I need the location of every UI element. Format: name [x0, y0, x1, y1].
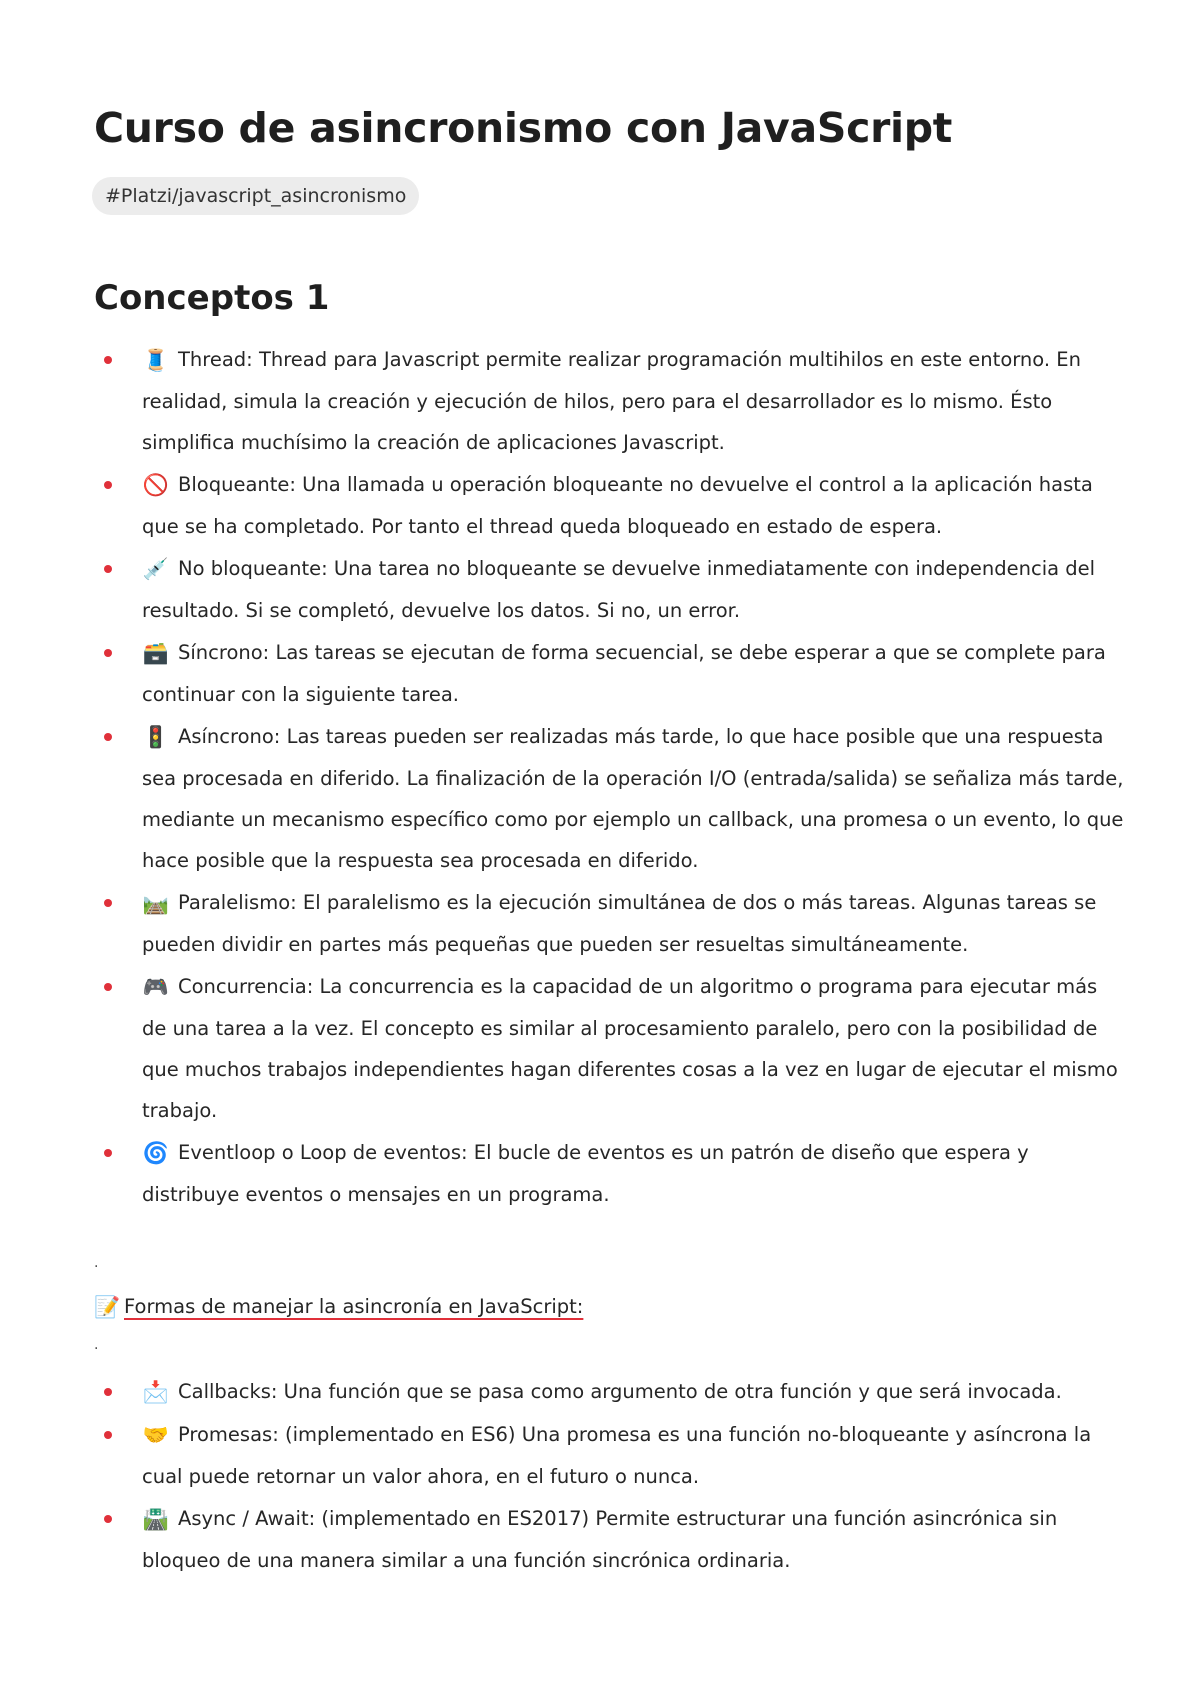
bullet-dot-icon: [104, 565, 112, 573]
asynchrony-link[interactable]: [94, 1292, 583, 1322]
list-item-text: Callbacks: Una función que se pasa como argumento de otra función y que será invocada.: [178, 1380, 1062, 1403]
bullet-dot-icon: [104, 1515, 112, 1523]
handshake-icon: 🤝: [142, 1423, 170, 1447]
bullet-dot-icon: [104, 983, 112, 991]
list-item: [94, 1371, 1124, 1413]
bullet-dot-icon: [104, 733, 112, 741]
list-item-text: Síncrono: Las tareas se ejecutan de forma secuencial, se debe esperar a que se complete para continuar con la siguiente tarea.: [142, 641, 1106, 706]
bullet-dot-icon: [104, 1149, 112, 1157]
section-heading-conceptos: Conceptos 1: [94, 278, 330, 318]
prohibited-icon: 🚫: [142, 473, 170, 497]
memo-icon: 📝: [94, 1295, 121, 1319]
list-item-text: Thread: Thread para Javascript permite realizar programación multihilos en este entorno. En realidad, simula la creación y ejecución de hilos, pero para el desarrollador es lo mismo. Ésto simplifica muchísimo la creación de aplicaciones Javascript.: [142, 348, 1081, 454]
bullet-dot-icon: [104, 356, 112, 364]
list-item-text: Bloqueante: Una llamada u operación bloqueante no devuelve el control a la aplicación hasta que se ha completado. Por tanto el thread queda bloqueado en estado de espera.: [142, 473, 1093, 538]
async-methods-list: [94, 1371, 1124, 1582]
cyclone-icon: 🌀: [142, 1141, 170, 1165]
list-item: [94, 716, 1124, 881]
traffic-light-icon: 🚦: [142, 725, 170, 749]
dot-separator: .: [94, 1255, 99, 1271]
asynchrony-link-text[interactable]: Formas de manejar la asincronía en JavaScript:: [124, 1295, 584, 1318]
list-item-text: Eventloop o Loop de eventos: El bucle de eventos es un patrón de diseño que espera y distribuye eventos o mensajes en un programa.: [142, 1141, 1029, 1206]
bullet-dot-icon: [104, 649, 112, 657]
bullet-dot-icon: [104, 481, 112, 489]
tag-badge[interactable]: #Platzi/javascript_asincronismo: [92, 177, 419, 215]
list-item: [94, 464, 1124, 547]
list-item-text: Asíncrono: Las tareas pueden ser realizadas más tarde, lo que hace posible que una respuesta sea procesada en diferido. La finalización de la operación I/O (entrada/salida) se señaliza más tarde, mediante un mecanismo específico como por ejemplo un callback, una promesa o un evento, lo que hace posible que la respuesta sea procesada en diferido.: [142, 725, 1124, 872]
list-item: [94, 339, 1124, 463]
game-controller-icon: 🎮: [142, 975, 170, 999]
bullet-dot-icon: [104, 1388, 112, 1396]
list-item-text: Concurrencia: La concurrencia es la capacidad de un algoritmo o programa para ejecutar más de una tarea a la vez. El concepto es similar al procesamiento paralelo, pero con la posibilidad de que muchos trabajos independientes hagan diferentes cosas a la vez en lugar de ejecutar el mismo trabajo.: [142, 975, 1118, 1122]
bullet-dot-icon: [104, 1431, 112, 1439]
list-item: [94, 882, 1124, 965]
list-item-text: No bloqueante: Una tarea no bloqueante se devuelve inmediatamente con independencia del resultado. Si se completó, devuelve los datos. Si no, un error.: [142, 557, 1096, 622]
thread-spool-icon: 🧵: [142, 348, 170, 372]
page-title: Curso de asincronismo con JavaScript: [94, 104, 953, 152]
bullet-dot-icon: [104, 899, 112, 907]
list-item: [94, 966, 1124, 1131]
envelope-arrow-icon: 📩: [142, 1380, 170, 1404]
concepts-list: [94, 339, 1124, 1216]
syringe-icon: 💉: [142, 557, 170, 581]
list-item: [94, 548, 1124, 631]
list-item: [94, 1498, 1124, 1581]
motorway-icon: 🛣️: [142, 1507, 170, 1531]
list-item: [94, 1132, 1124, 1215]
railway-track-icon: 🛤️: [142, 891, 170, 915]
dot-separator: .: [94, 1337, 99, 1353]
card-file-box-icon: 🗃️: [142, 641, 170, 665]
list-item-text: Paralelismo: El paralelismo es la ejecución simultánea de dos o más tareas. Algunas tareas se pueden dividir en partes más pequeñas que pueden ser resueltas simultáneamente.: [142, 891, 1097, 956]
list-item: [94, 632, 1124, 715]
list-item-text: Async / Await: (implementado en ES2017) Permite estructurar una función asincrónica sin bloqueo de una manera similar a una función sincrónica ordinaria.: [142, 1507, 1058, 1572]
list-item: [94, 1414, 1124, 1497]
list-item-text: Promesas: (implementado en ES6) Una promesa es una función no-bloqueante y asíncrona la cual puede retornar un valor ahora, en el futuro o nunca.: [142, 1423, 1092, 1488]
